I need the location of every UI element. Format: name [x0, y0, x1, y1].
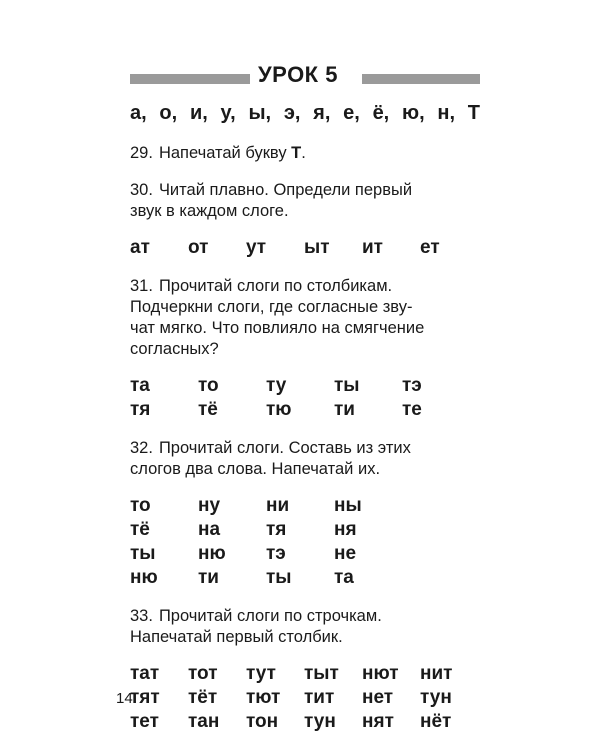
task-29: [130, 143, 480, 164]
syllables-32: [130, 494, 480, 590]
task-number: 31.: [130, 277, 153, 295]
task-number: 33.: [130, 607, 153, 625]
syllable: тё: [130, 519, 150, 540]
syllable-row: [130, 710, 480, 734]
task-line: Прочитай слоги по строчкам.: [158, 607, 382, 625]
task-number: 29.: [130, 144, 153, 162]
syllable-row: [130, 542, 480, 566]
syllable: нит: [420, 663, 453, 684]
task-number: 32.: [130, 439, 153, 457]
syllable: нёт: [420, 711, 452, 732]
syllable: тыт: [304, 663, 339, 684]
task-number: 30.: [130, 181, 153, 199]
task-32: [130, 438, 480, 480]
syllable: ит: [362, 237, 383, 258]
syllable: ту: [266, 375, 287, 396]
letter: ю,: [401, 102, 425, 124]
syllable: ни: [266, 495, 290, 516]
lesson-title: УРОК 5: [258, 62, 338, 87]
task-line: чат мягко. Что повлияло на смягчение: [130, 319, 425, 337]
syllable-row: [130, 398, 480, 422]
syllable: ты: [266, 567, 292, 588]
syllable: нят: [362, 711, 394, 732]
letter: е,: [343, 102, 360, 124]
syllable: тет: [130, 711, 159, 732]
syllable: ну: [198, 495, 221, 516]
syllable: тон: [246, 711, 279, 732]
syllable: не: [334, 543, 357, 564]
syllable: тан: [188, 711, 220, 732]
syllable: ти: [198, 567, 219, 588]
syllable-row: [130, 494, 480, 518]
syllable: то: [198, 375, 219, 396]
syllable: тё: [198, 399, 218, 420]
letter: я,: [313, 102, 331, 124]
letter: у,: [220, 102, 236, 124]
lesson-page: [130, 62, 480, 734]
letter: ё,: [372, 102, 390, 124]
syllable: тун: [304, 711, 336, 732]
letters-row: [130, 102, 480, 125]
syllable: тэ: [266, 543, 286, 564]
syllable: тут: [246, 663, 276, 684]
task-33: [130, 606, 480, 648]
task-line: Подчеркни слоги, где согласные зву-: [130, 298, 413, 316]
syllable-row: [130, 236, 480, 260]
syllable: тун: [420, 687, 452, 708]
task-line: Прочитай слоги по столбикам.: [158, 277, 393, 295]
task-text-end: .: [301, 144, 306, 162]
task-31: [130, 276, 480, 360]
task-line: Напечатай первый столбик.: [130, 628, 343, 646]
task-30: [130, 180, 480, 222]
syllable: ны: [334, 495, 362, 516]
syllable: от: [188, 237, 209, 258]
syllable: ню: [198, 543, 226, 564]
syllable: тат: [130, 663, 160, 684]
syllable: те: [402, 399, 422, 420]
syllable: ут: [246, 237, 267, 258]
syllable: ню: [130, 567, 158, 588]
task-line: слогов два слова. Напечатай их.: [130, 460, 381, 478]
syllables-33: [130, 662, 480, 734]
syllable: то: [130, 495, 151, 516]
syllables-31: [130, 374, 480, 422]
syllable: ня: [334, 519, 357, 540]
syllable-row: [130, 566, 480, 590]
syllable: тит: [304, 687, 335, 708]
letter: и,: [189, 102, 208, 124]
syllable: тют: [246, 687, 281, 708]
letter: э,: [283, 102, 301, 124]
syllable: ти: [334, 399, 355, 420]
syllable-row: [130, 662, 480, 686]
letter: н,: [437, 102, 455, 124]
syllable-row: [130, 374, 480, 398]
syllable: тот: [188, 663, 218, 684]
syllable: та: [334, 567, 354, 588]
task-line: Прочитай слоги. Составь из этих: [158, 439, 411, 457]
syllable: нет: [362, 687, 394, 708]
task-line: звук в каждом слоге.: [130, 202, 289, 220]
letter: о,: [159, 102, 178, 124]
syllable: на: [198, 519, 221, 540]
syllable-row: [130, 518, 480, 542]
syllable-row: [130, 686, 480, 710]
syllable: тёт: [188, 687, 218, 708]
syllables-30: [130, 236, 480, 260]
syllable: ат: [130, 237, 150, 258]
syllable: тят: [130, 687, 160, 708]
syllable: та: [130, 375, 150, 396]
header-bar-right: [362, 74, 480, 84]
syllable: ыт: [304, 237, 330, 258]
syllable: тю: [266, 399, 292, 420]
letter: Т: [467, 102, 480, 124]
letter: а,: [130, 102, 147, 124]
syllable: ты: [334, 375, 360, 396]
syllable: тя: [130, 399, 151, 420]
syllable: тя: [266, 519, 287, 540]
syllable: ты: [130, 543, 156, 564]
lesson-header: [130, 62, 480, 96]
syllable: тэ: [402, 375, 422, 396]
syllable: нют: [362, 663, 399, 684]
task-line: Читай плавно. Определи первый: [158, 181, 413, 199]
task-text: Напечатай букву: [158, 144, 287, 162]
header-bar-left: [130, 74, 250, 84]
letter: ы,: [248, 102, 272, 124]
task-letter: Т: [291, 144, 302, 162]
syllable: ет: [420, 237, 440, 258]
task-line: согласных?: [130, 340, 219, 358]
page-number: 14: [116, 690, 133, 707]
